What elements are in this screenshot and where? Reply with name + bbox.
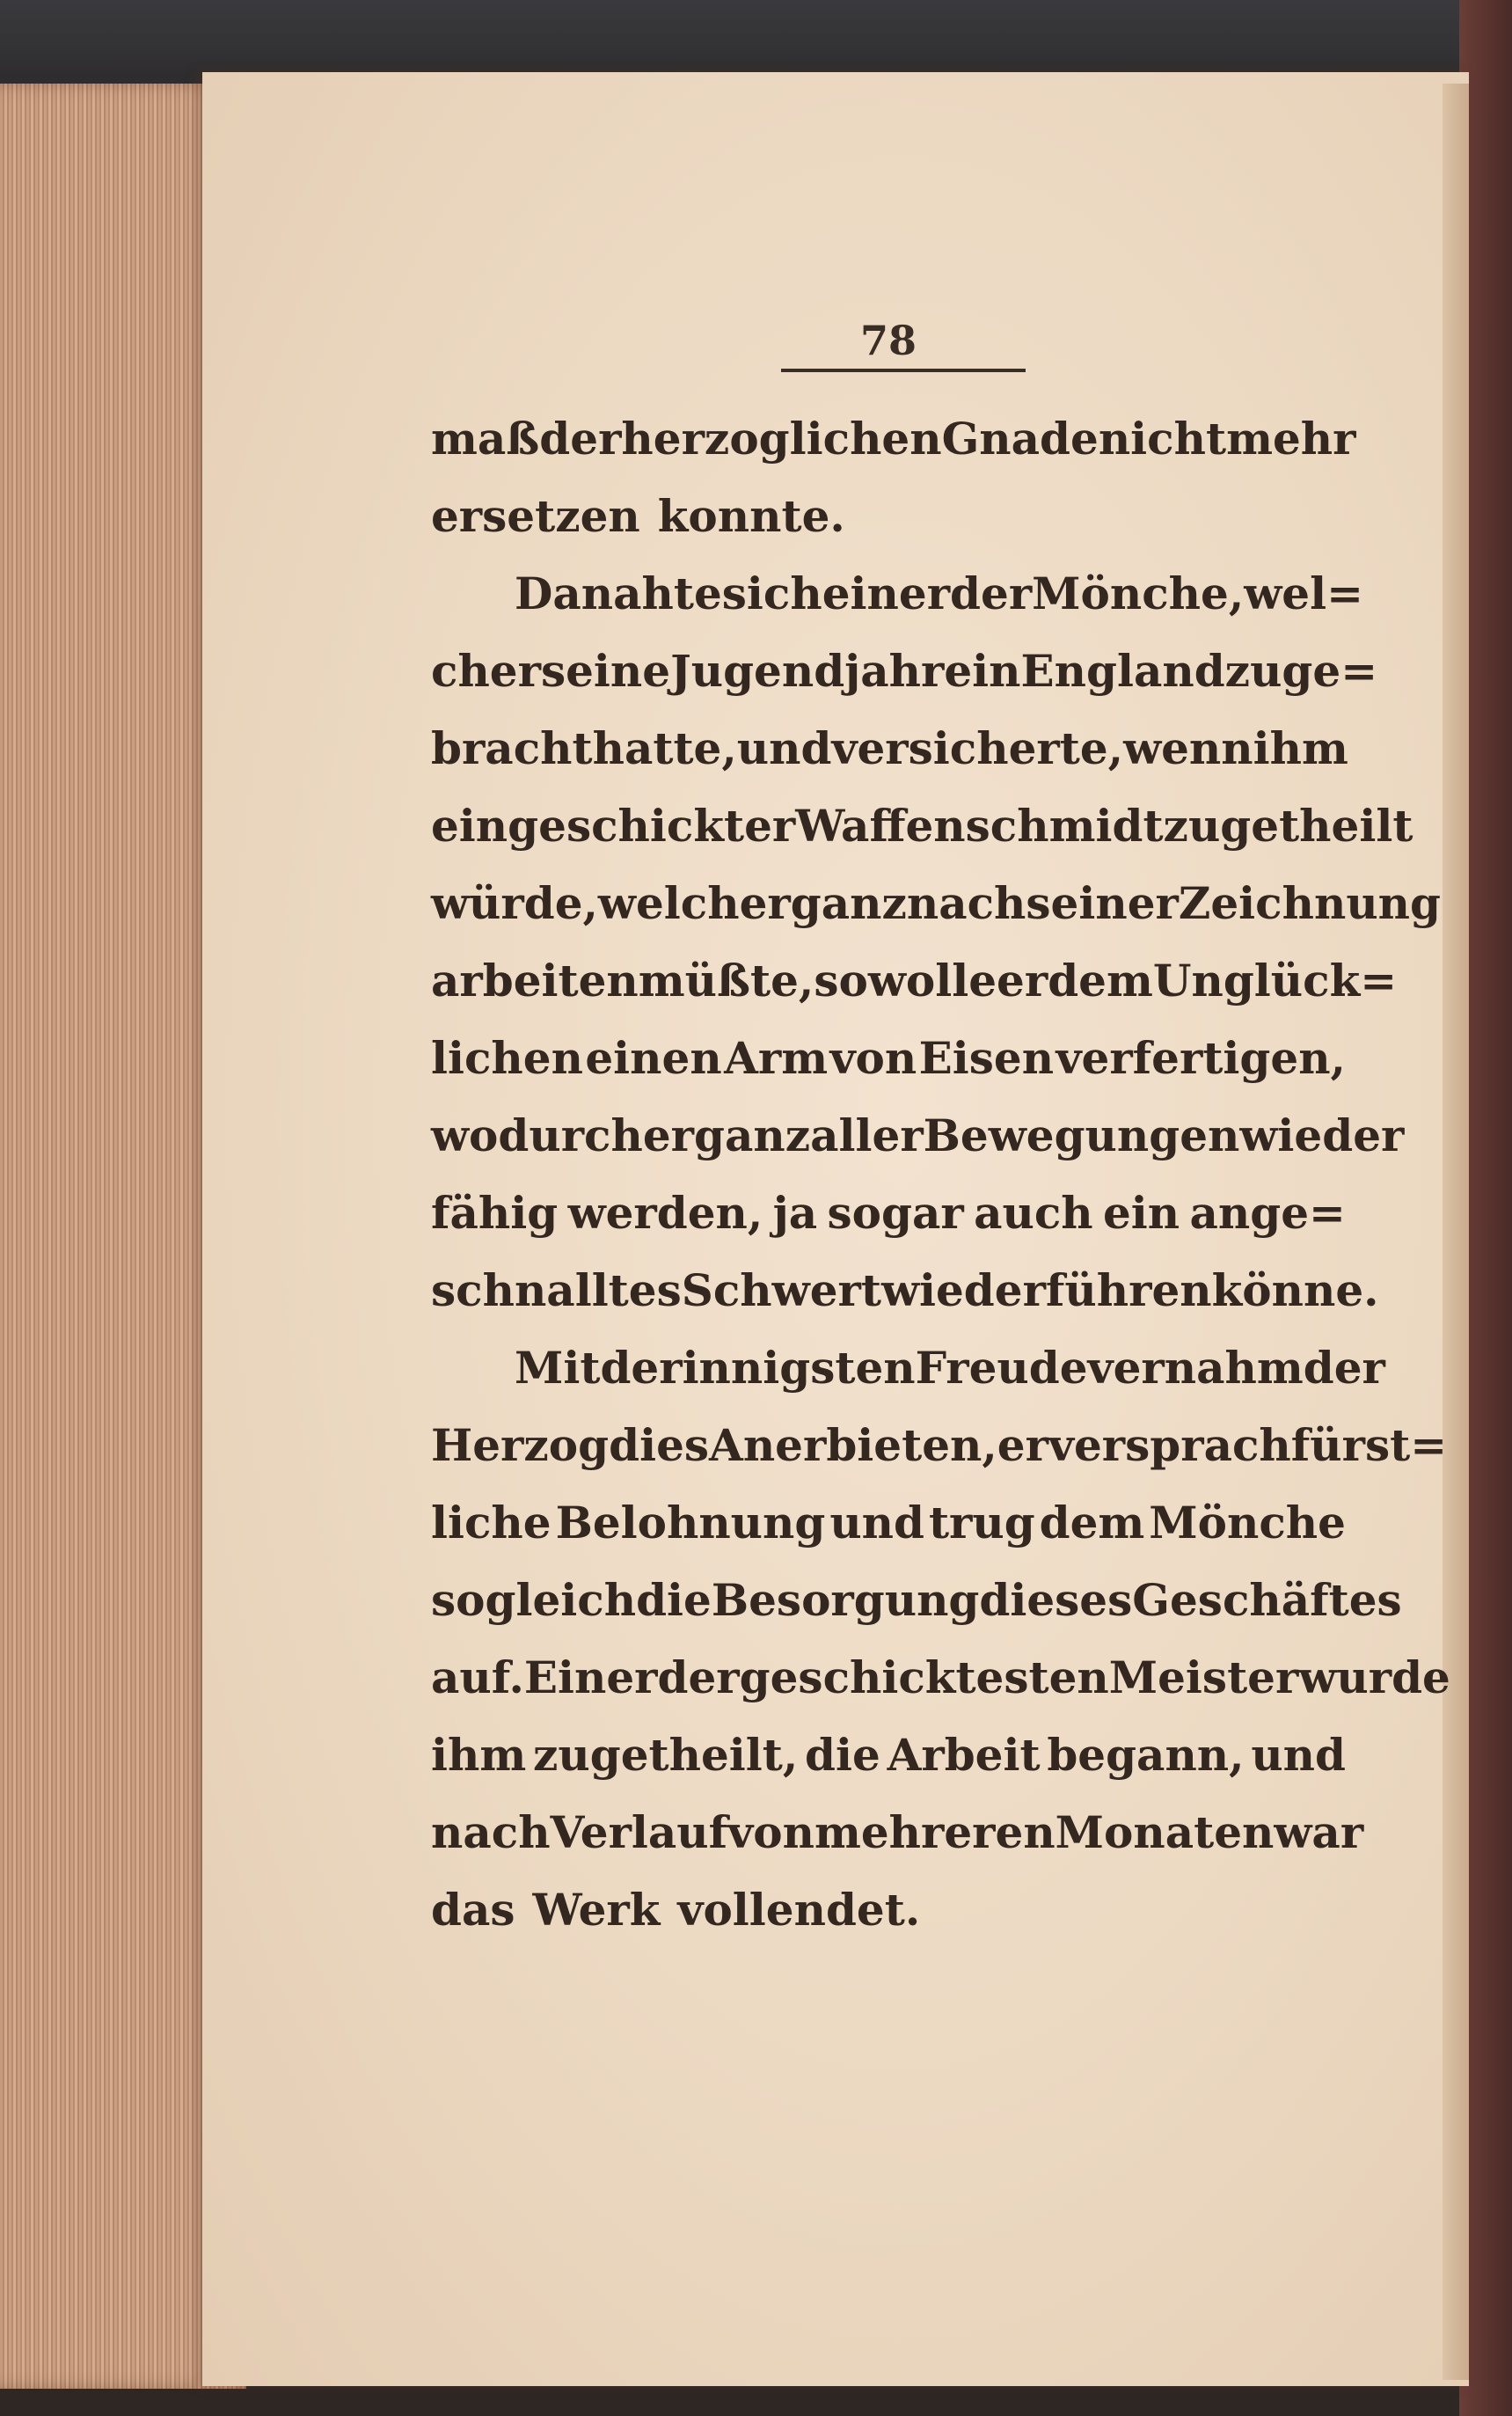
- word: so: [814, 955, 868, 1007]
- word: vollendet.: [677, 1884, 921, 1936]
- word: maß: [431, 413, 540, 465]
- word: nach: [431, 1806, 551, 1858]
- word: aller: [810, 1109, 924, 1161]
- text-line: [431, 1639, 1450, 1717]
- word: begann,: [1047, 1729, 1245, 1781]
- word: hatte,: [592, 722, 737, 774]
- word: Arbeit: [887, 1729, 1041, 1781]
- word: wieder: [880, 1264, 1046, 1316]
- word: Mönche: [1149, 1497, 1346, 1548]
- word: herzoglichen: [621, 413, 942, 465]
- word: sogar: [827, 1187, 964, 1239]
- word: war: [1274, 1806, 1364, 1858]
- text-line: [431, 865, 1441, 942]
- word: Mönche,: [1032, 567, 1245, 619]
- word: einen: [585, 1032, 722, 1084]
- word: nahte: [581, 567, 722, 619]
- word: würde,: [431, 877, 598, 929]
- word: Besorgung: [711, 1574, 980, 1626]
- word: fähig: [431, 1187, 559, 1239]
- text-line: [431, 555, 1363, 633]
- page-number: 78: [859, 317, 917, 364]
- word: Eisen: [918, 1032, 1055, 1084]
- text-line: [431, 1407, 1448, 1484]
- text-line: [431, 478, 1346, 555]
- word: Unglück=: [1152, 955, 1398, 1007]
- word: und: [1251, 1729, 1346, 1781]
- text-line: [431, 1020, 1346, 1097]
- word: sich: [721, 567, 822, 619]
- word: Monaten: [1055, 1806, 1275, 1858]
- body-text: [431, 400, 1450, 1949]
- word: nach: [906, 877, 1026, 929]
- word: England: [1020, 645, 1225, 697]
- text-line: [431, 710, 1346, 787]
- word: dieses: [979, 1574, 1133, 1626]
- word: zugetheilt,: [533, 1729, 799, 1781]
- word: führen: [1045, 1264, 1212, 1316]
- word: er: [642, 1109, 695, 1161]
- word: nicht: [1098, 413, 1227, 465]
- word: Zeichnung: [1178, 877, 1441, 929]
- text-line: [431, 1871, 1346, 1949]
- word: Waffenschmidt: [795, 800, 1164, 852]
- word: Geschäftes: [1132, 1574, 1402, 1626]
- word: er: [997, 1419, 1048, 1471]
- word: Gnade: [941, 413, 1099, 465]
- word: ein: [431, 800, 508, 852]
- word: ja: [772, 1187, 818, 1239]
- text-line: [431, 1175, 1346, 1252]
- word: cher: [431, 645, 541, 697]
- word: Einer: [523, 1651, 658, 1703]
- text-line: [431, 1484, 1346, 1562]
- word: Mit: [515, 1342, 601, 1394]
- word: verfertigen,: [1055, 1032, 1346, 1084]
- text-line: [431, 1097, 1405, 1175]
- word: Belohnung: [555, 1497, 826, 1548]
- word: wolle: [867, 955, 997, 1007]
- word: mehr: [1226, 413, 1356, 465]
- word: der: [950, 567, 1033, 619]
- page-right-edge: [1443, 84, 1469, 2380]
- word: werden,: [567, 1187, 763, 1239]
- word: ihm: [431, 1729, 527, 1781]
- word: Bewegungen: [923, 1109, 1240, 1161]
- word: Arm: [724, 1032, 829, 1084]
- text-line: [431, 1329, 1385, 1407]
- word: dem: [1039, 1497, 1145, 1548]
- word: lichen: [431, 1032, 583, 1084]
- word: Freude: [915, 1342, 1088, 1394]
- word: schnalltes: [431, 1264, 682, 1316]
- word: in: [972, 645, 1021, 697]
- word: die: [636, 1574, 712, 1626]
- word: dies: [609, 1419, 710, 1471]
- word: mehreren: [814, 1806, 1055, 1858]
- word: Schwert: [681, 1264, 881, 1316]
- word: wenn: [1123, 722, 1253, 774]
- word: ganz: [694, 1109, 811, 1161]
- word: fürst=: [1290, 1419, 1448, 1471]
- word: Meister: [1108, 1651, 1299, 1703]
- word: der: [539, 413, 622, 465]
- word: versprach: [1048, 1419, 1291, 1471]
- word: der: [657, 1651, 740, 1703]
- word: ein: [1103, 1187, 1180, 1239]
- word: könne.: [1211, 1264, 1379, 1316]
- word: wieder: [1239, 1109, 1405, 1161]
- word: die: [805, 1729, 880, 1781]
- word: das: [431, 1884, 515, 1936]
- text-line: [431, 400, 1356, 478]
- word: konnte.: [657, 490, 845, 542]
- word: seiner: [1026, 877, 1179, 929]
- text-line: [431, 633, 1378, 710]
- text-line: [431, 787, 1413, 865]
- word: wodurch: [431, 1109, 643, 1161]
- word: ganz: [790, 877, 907, 929]
- word: ersetzen: [431, 490, 640, 542]
- word: innigsten: [682, 1342, 916, 1394]
- word: müßte,: [638, 955, 814, 1007]
- word: Herzog: [431, 1419, 610, 1471]
- word: er: [997, 955, 1048, 1007]
- text-line: [431, 1562, 1402, 1639]
- word: der: [1303, 1342, 1385, 1394]
- word: und: [736, 722, 832, 774]
- word: arbeiten: [431, 955, 639, 1007]
- word: geschicktesten: [739, 1651, 1109, 1703]
- text-line: [431, 942, 1398, 1020]
- word: und: [829, 1497, 924, 1548]
- word: Werk: [532, 1884, 661, 1936]
- word: Verlauf: [550, 1806, 728, 1858]
- word: wel=: [1244, 567, 1363, 619]
- word: ange=: [1189, 1187, 1346, 1239]
- word: zugetheilt: [1163, 800, 1413, 852]
- word: dem: [1048, 955, 1153, 1007]
- word: sogleich: [431, 1574, 637, 1626]
- word: auf.: [431, 1651, 524, 1703]
- word: einer: [822, 567, 951, 619]
- word: auch: [974, 1187, 1093, 1239]
- word: liche: [431, 1497, 551, 1548]
- word: von: [829, 1032, 917, 1084]
- word: von: [727, 1806, 814, 1858]
- word: welcher: [597, 877, 791, 929]
- word: zuge=: [1224, 645, 1378, 697]
- word: der: [600, 1342, 683, 1394]
- word: bracht: [431, 722, 593, 774]
- word: Da: [515, 567, 581, 619]
- word: ihm: [1253, 722, 1348, 774]
- text-line: [431, 1717, 1346, 1794]
- text-line: [431, 1252, 1379, 1329]
- header-rule: [781, 369, 1026, 372]
- word: seine: [540, 645, 671, 697]
- word: vernahm: [1087, 1342, 1304, 1394]
- word: versicherte,: [831, 722, 1124, 774]
- word: geschickter: [508, 800, 796, 852]
- text-line: [431, 1794, 1364, 1871]
- word: Anerbieten,: [709, 1419, 997, 1471]
- word: Jugendjahre: [670, 645, 973, 697]
- word: wurde: [1298, 1651, 1450, 1703]
- word: trug: [928, 1497, 1035, 1548]
